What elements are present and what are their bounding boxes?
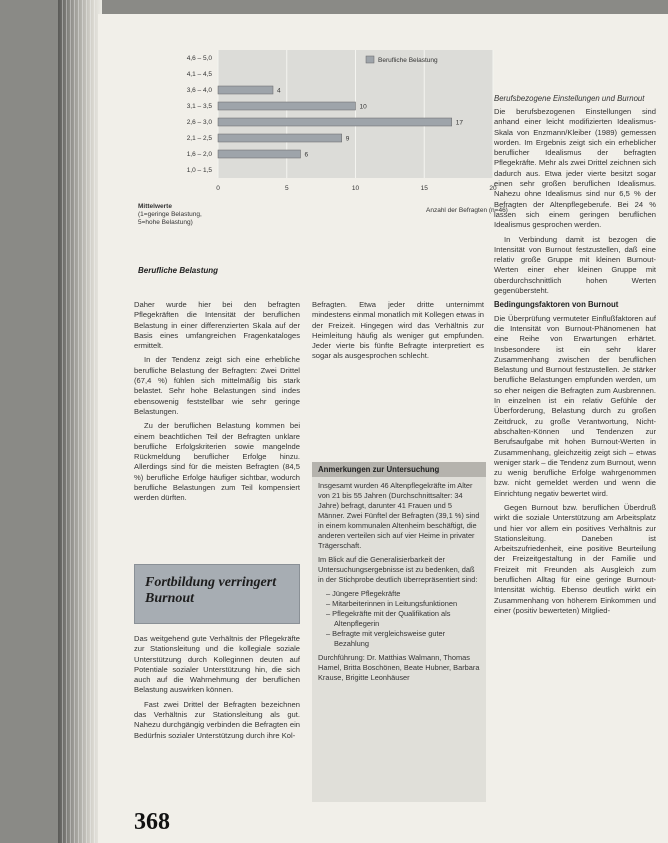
- chart-x-ticks: [216, 185, 497, 192]
- right-column: [494, 94, 656, 620]
- bar-value-label: 17: [455, 119, 463, 127]
- category-label: 4,6 – 5,0: [186, 55, 212, 62]
- y-label-line-2: (1=geringe Belastung,: [138, 211, 202, 218]
- bar: [218, 134, 342, 142]
- x-tick-label: 15: [420, 185, 428, 192]
- middle-column-upper: [312, 300, 484, 366]
- left-column-lower: [134, 634, 300, 745]
- category-label: 1,0 – 1,5: [186, 167, 212, 174]
- x-tick-label: 5: [284, 185, 289, 192]
- right-subhead-1: Berufsbezogene Einstellungen und Burnout: [494, 94, 645, 103]
- study-notes-credits: Durchführung: Dr. Matthias Walmann, Thomas Hamel, Britta Boschönen, Beate Hubner, Barbara Krause, Brigitte Leonhäuser: [318, 653, 480, 682]
- category-label: 2,6 – 3,0: [186, 119, 212, 126]
- bar: [218, 102, 356, 110]
- left-para-2: In der Tendenz zeigt sich eine erhebliche berufliche Belastung der Befragten: Zwei Drittel (67,4 %) fühlen sich mittelmäßig bis stark belastet. Sehr hohe Belastungen sind indes ebensowenig feststellbar wie sehr geringe Belastungen.: [134, 355, 300, 416]
- study-notes-box: [312, 462, 486, 802]
- legend-label: Berufliche Belastung: [378, 57, 438, 64]
- x-tick-label: 0: [216, 185, 220, 192]
- y-label-line-1: Mittelwerte: [138, 203, 172, 210]
- study-notes-para-2: Im Blick auf die Generalisierbarkeit der Untersuchungsergebnisse ist zu bedenken, daß in der Stichprobe deutlich überrepräsentiert sind:: [318, 555, 478, 584]
- bar-value-label: 4: [277, 87, 281, 95]
- study-notes-title: Anmerkungen zur Untersuchung: [312, 462, 486, 477]
- category-label: 3,6 – 4,0: [186, 87, 212, 94]
- chart-caption: Berufliche Belastung: [138, 266, 219, 275]
- headline-line-2: Burnout: [145, 591, 195, 606]
- bar: [218, 118, 452, 126]
- left-column-upper: [134, 300, 300, 508]
- bar-value-label: 9: [345, 135, 350, 143]
- left-para-1: Daher wurde hier bei den befragten Pflegekräften die Intensität der beruflichen Belastung in einer differenzierten Skala auf der Basis eines umfangreichen Fragenkataloges ermittelt.: [134, 300, 300, 351]
- section-headline-box: [134, 564, 300, 624]
- x-tick-label: 10: [351, 185, 360, 192]
- book-page: [98, 14, 668, 843]
- left-lower-para-2: Fast zwei Drittel der Befragten bezeichnen das Verhältnis zur Stationsleitung als gut. Nahezu durchgängig verbinden die Befragten ein Bedürfnis sozialer Unterstützung durch ihre Kol-: [134, 699, 300, 740]
- headline-line-1: Fortbildung verringert: [145, 575, 277, 590]
- right-para-2: In Verbindung damit ist bezogen die Intensität von Burnout festzustellen, daß eine relativ große Gruppe mit kleinen Burnout-Werten einer eher kleinen Gruppe mit überdurchschnittlich hohen Werten gegenübersteht.: [494, 234, 656, 296]
- chart-category-labels: [187, 55, 213, 174]
- study-notes-body: [312, 477, 486, 691]
- bar-value-label: 10: [359, 103, 367, 111]
- bar: [218, 86, 273, 94]
- left-lower-para-1: Das weitgehend gute Verhältnis der Pflegekräfte zur Stationsleitung und die kollegiale soziale Unterstützung durch Kolleginnen deuten auf Potentiale sozialer Unterstützung hin, die sich auch auf die Wahrnehmung der beruflichen Belastung auswirken können.: [134, 634, 300, 695]
- y-label-line-3: 5=hohe Belastung): [138, 219, 193, 226]
- belastung-bar-chart: [138, 42, 508, 257]
- study-notes-item: – Mitarbeiterinnen in Leitungsfunktionen: [326, 599, 458, 608]
- page-stack-lines: [62, 0, 98, 843]
- page-number: 368: [134, 809, 170, 835]
- study-notes-para-1: Insgesamt wurden 46 Altenpflegekräfte im Alter von 21 bis 55 Jahren (Durchschnittsalter: 34 Jahre) befragt, darunter 41 Frauen und 5 Männer. Zwei Fünftel der Befragten (39,1 %) sind in einem kommunalen Altenheim beschäftigt, die anderen verteilen sich auf vier Heime in privater Trägerschaft.: [318, 481, 480, 550]
- right-subhead-2: Bedingungsfaktoren von Burnout: [494, 300, 619, 310]
- x-tick-label: 20: [489, 185, 497, 192]
- legend-swatch: [366, 56, 374, 63]
- right-para-3: Die Überprüfung vermuteter Einflußfaktoren auf die Intensität von Burnout-Phänomenen hat eine Reihe von Erwartungen erhärtet. Insbesondere ist ein sehr klarer Zusammenhang zwischen der beruflichen Belastung und Burnout festzustellen. Je stärker berufliche Belastungen empfunden werden, um so eher neigen die Befragten zum Ausbrennen. In einzelnen ist ein relativ Gefühle der Überforderung, Belastung durch zu großen Zeitdruck, zu große Verantwortung, Nicht-abschalten-Können und Tendenzen zur Berufsaufgabe mit hohen Burnout-Werten in Zusammenhang, gleichzeitig zeigt sich – etwas weniger stark – die Tendenz zum Burnout, wenn zu wenig berufliche Erfolge wahrgenommen bzw. nicht gemeldet werden und wenn die Einrichtung negativ bewertet wird.: [494, 313, 656, 498]
- category-label: 2,1 – 2,5: [186, 135, 212, 142]
- x-axis-label: Anzahl der Befragten (n=46): [426, 207, 508, 214]
- study-notes-item: – Jüngere Pflegekräfte: [326, 589, 401, 598]
- mid-para-1: Befragten. Etwa jeder dritte unternimmt mindestens einmal monatlich mit Kollegen etwas in der Freizeit. Hingegen wird das Verhältnis zur Heimleitung häufig als weniger gut empfunden. Jeder vierte bis fünfte Befragte interpretiert es sogar als ausgesprochen schlecht.: [312, 300, 484, 361]
- study-notes-item: – Pflegekräfte mit der Qualifikation als Altenpflegerin: [326, 609, 451, 628]
- right-para-4: Gegen Burnout bzw. beruflichen Überdruß wirkt die soziale Unterstützung am Arbeitsplatz und hier vor allem ein positives Verhältnis zur Stationsleitung. Daneben ist Arbeitszufriedenheit, eine positive Beurteilung der Freizeitgestaltung in der Familie und Freizeit mit Freunden als Ausgleich zum beruflichen Alltag für eine geringe Burnout-Intensität wichtig. Ebenso deutlich wirkt ein Zusammenhang von höherem Einkommen und einer (positiv bewerteten) Mitglied-: [494, 502, 656, 615]
- right-para-1: Die berufsbezogenen Einstellungen sind anhand einer leicht modifizierten Idealismus-Skala von Enzmann/Kleiber (1989) gemessen worden. Im Ergebnis zeigt sich ein erheblicher beruflicher Idealismus der befragten Pflegekräfte. Mehr als zwei Drittel zeichnen sich dadurch aus. Etwa jeder vierte besitzt sogar einen sehr großen beruflichen Idealismus. Nahezu ohne Idealismus sind nur 6,5 % der Befragten der Altenpflegeberufe. Bei 24 % lassen sich einem geringen beruflichen Idealismus gesprochen werden.: [494, 107, 656, 230]
- category-label: 3,1 – 3,5: [186, 103, 212, 110]
- category-label: 1,6 – 2,0: [186, 151, 212, 158]
- category-label: 4,1 – 4,5: [186, 71, 212, 78]
- bar-value-label: 6: [304, 151, 309, 159]
- bar: [218, 150, 301, 158]
- left-para-3: Zu der beruflichen Belastung kommen bei einem beachtlichen Teil der Befragten unklare berufliche Erfolgskriterien sowie mangelnde Rückmeldung beruflicher Erfolge hinzu. Allerdings sind für die meisten Befragten (84,5 %) berufliche Erfolge häufiger sichtbar, wodurch berufliche Belastungen zum Teil kompensiert werden dürften.: [134, 421, 300, 503]
- study-notes-item: – Befragte mit vergleichsweise guter Bezahlung: [326, 629, 446, 648]
- study-notes-list: [318, 589, 480, 649]
